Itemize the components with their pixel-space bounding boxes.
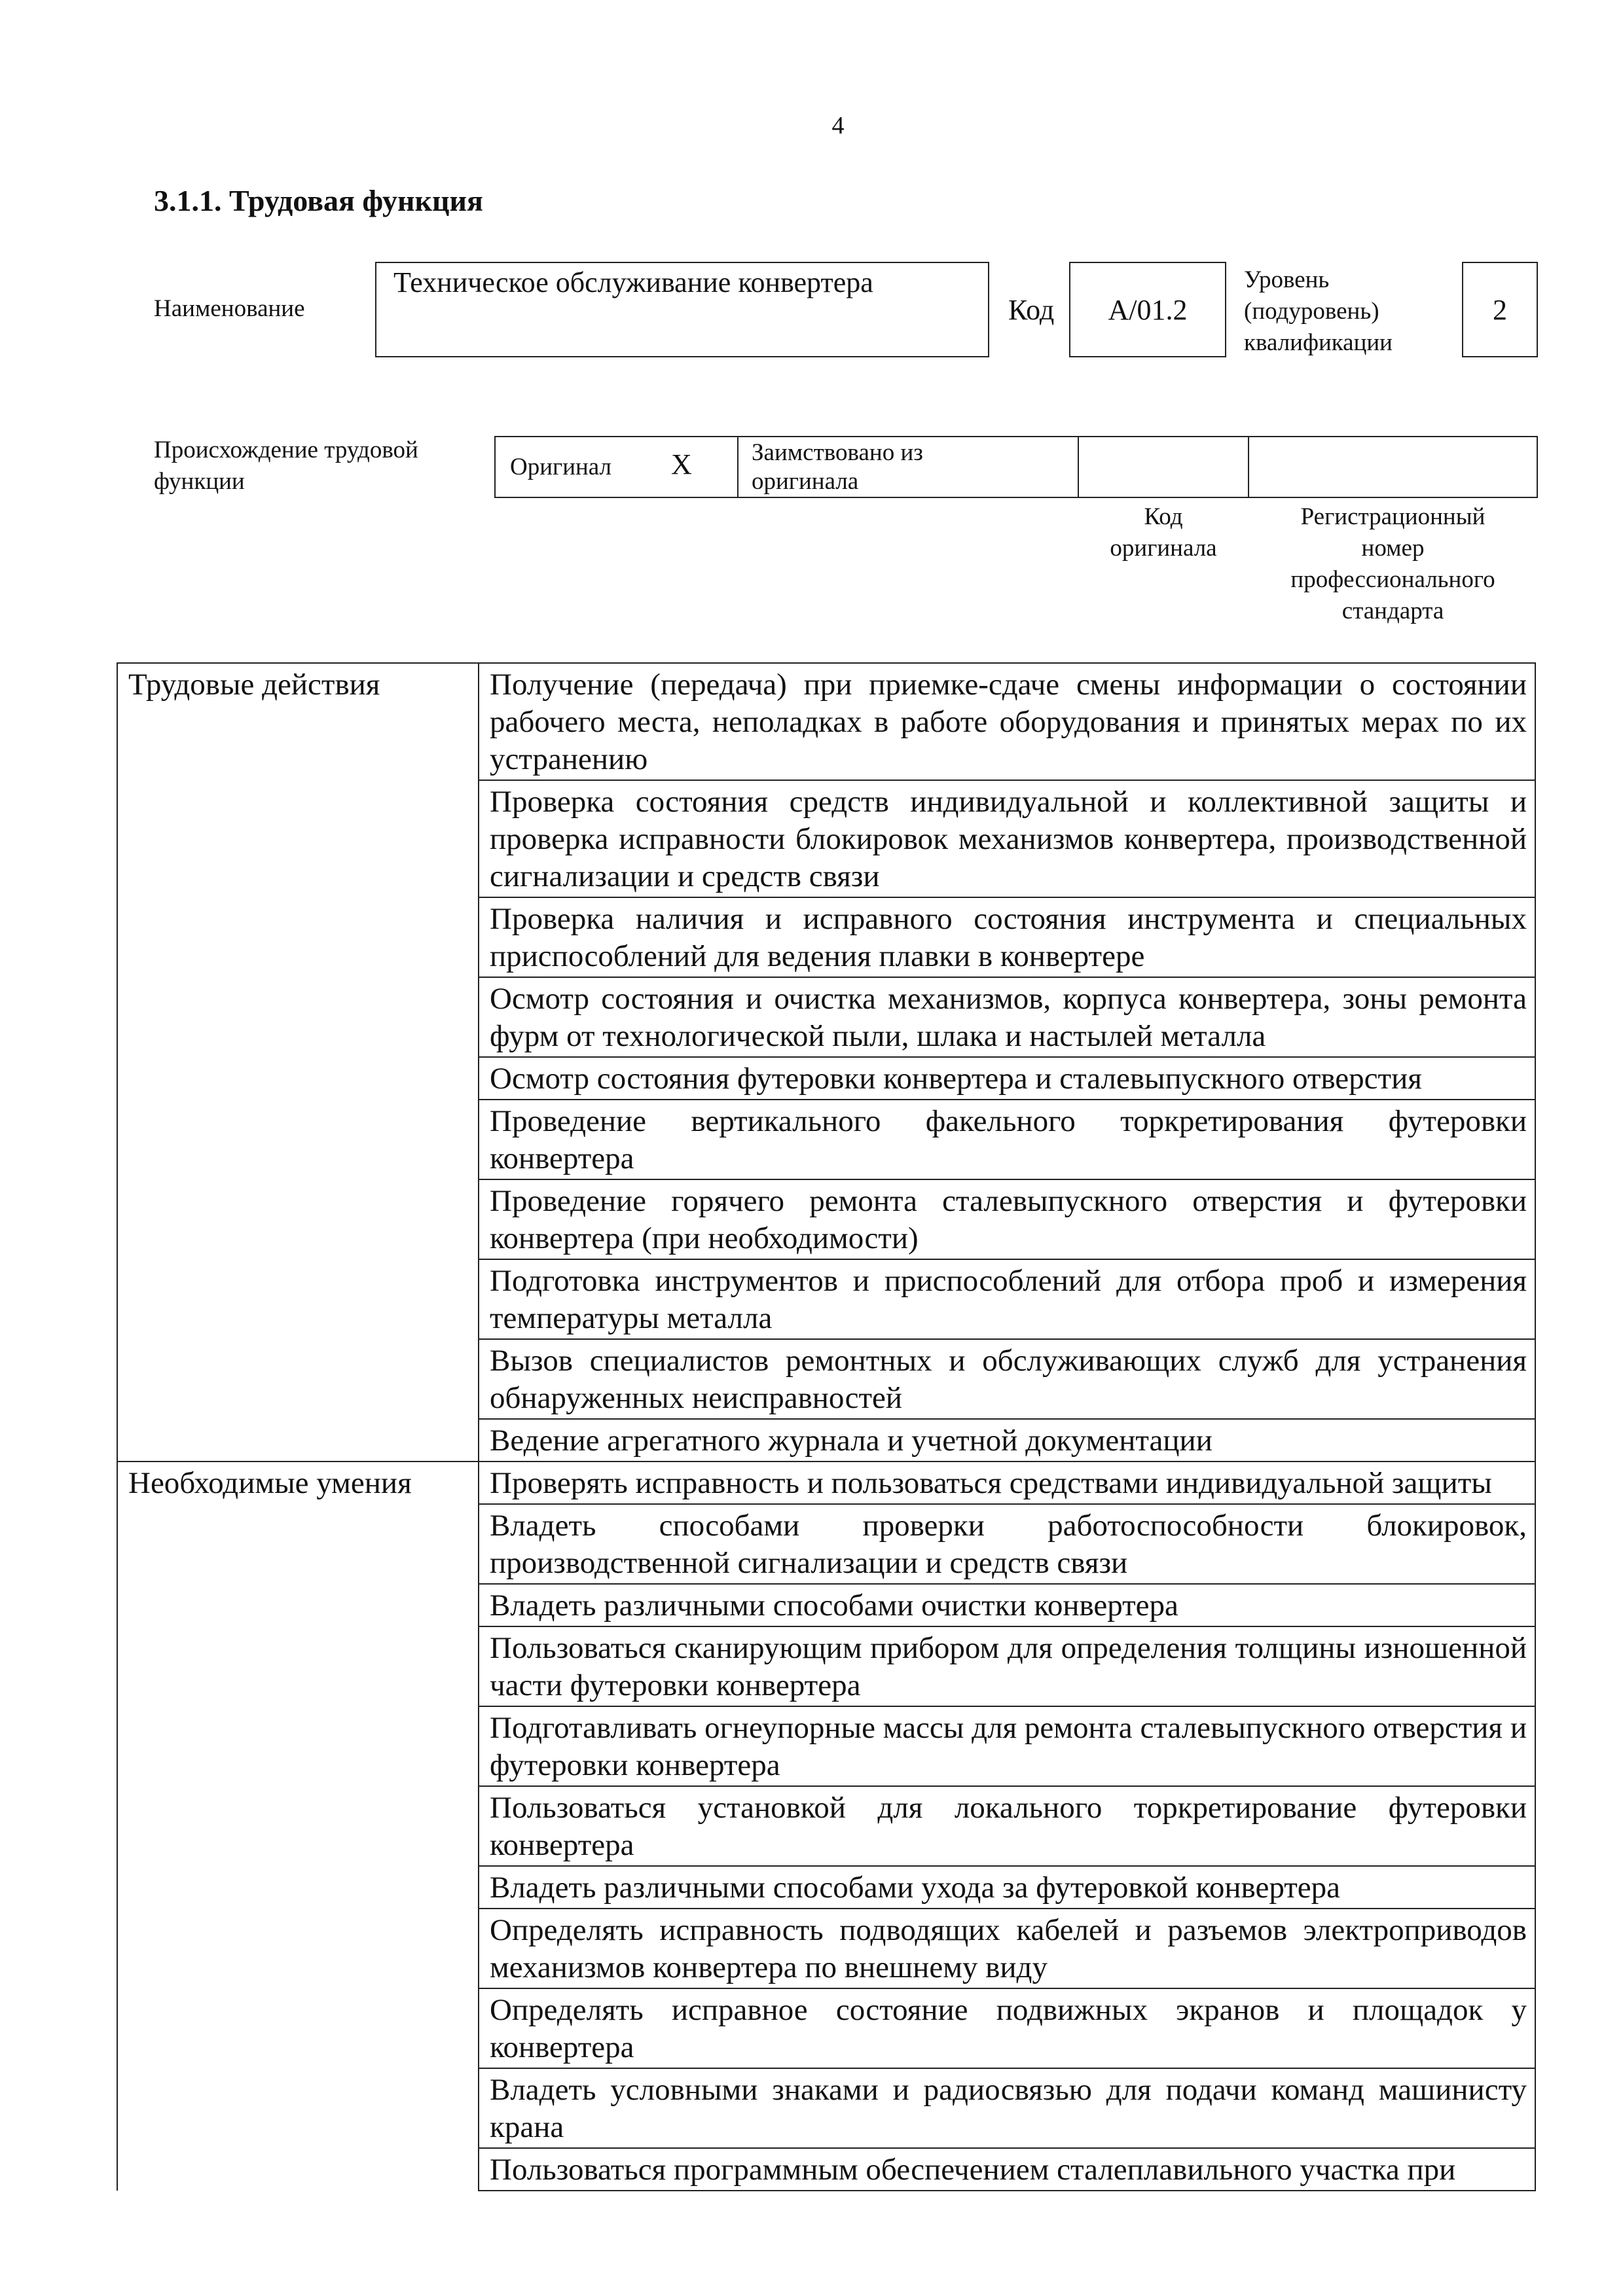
level-label-line-1: Уровень — [1244, 266, 1330, 293]
level-label-line-3: квалификации — [1244, 329, 1393, 356]
skill-item: Пользоваться установкой для локального торкретирование футеровки конвертера — [479, 1786, 1535, 1866]
code-value: A/01.2 — [1108, 294, 1188, 326]
skills-label: Необходимые умения — [117, 1462, 479, 2191]
skill-item: Подготавливать огнеупорные массы для ремонта сталевыпускного отверстия и футеровки конвертера — [479, 1706, 1535, 1786]
section-title: 3.1.1. Трудовая функция — [154, 184, 483, 217]
skill-item: Пользоваться сканирующим прибором для определения толщины изношенной части футеровки конвертера — [479, 1626, 1535, 1706]
skill-item: Владеть условными знаками и радиосвязью для подачи команд машинисту крана — [479, 2068, 1535, 2148]
registration-number-caption — [1248, 501, 1538, 627]
table-row — [117, 663, 1535, 780]
action-item: Осмотр состояния и очистка механизмов, корпуса конвертера, зоны ремонта фурм от технологической пыли, шлака и настылей металла — [479, 977, 1535, 1057]
registration-number-box — [1248, 436, 1538, 498]
action-item: Получение (передача) при приемке-сдаче смены информации о состоянии рабочего места, неполадках в работе оборудования и принятых мерах по их устранению — [479, 663, 1535, 780]
action-item: Вызов специалистов ремонтных и обслуживающих служб для устранения обнаруженных неисправностей — [479, 1339, 1535, 1419]
action-item: Проведение вертикального факельного торкретирования футеровки конвертера — [479, 1100, 1535, 1179]
level-value: 2 — [1493, 294, 1507, 326]
original-mark: X — [671, 448, 692, 480]
name-value: Техническое обслуживание конвертера — [393, 266, 873, 298]
registration-caption-line-3: профессионального — [1290, 566, 1495, 593]
labor-function-table — [117, 662, 1536, 2191]
skill-item: Владеть различными способами ухода за футеровкой конвертера — [479, 1866, 1535, 1909]
borrowed-label — [739, 439, 1078, 496]
action-item: Осмотр состояния футеровки конвертера и сталевыпускного отверстия — [479, 1057, 1535, 1100]
origin-label — [154, 435, 418, 497]
original-label: Оригинал — [510, 454, 612, 480]
code-label: Код — [1008, 294, 1055, 326]
skill-item: Владеть способами проверки работоспособности блокировок, производственной сигнализации и средств связи — [479, 1504, 1535, 1584]
borrowed-label-line-2: оригинала — [752, 468, 859, 495]
skill-item: Определять исправность подводящих кабелей и разъемов электроприводов механизмов конвертера по внешнему виду — [479, 1909, 1535, 1988]
page-number: 4 — [831, 112, 845, 139]
original-code-caption-line-1: Код — [1144, 503, 1183, 530]
origin-label-line-1: Происхождение трудовой — [154, 437, 418, 463]
actions-label: Трудовые действия — [117, 663, 479, 1462]
borrowed-box — [737, 436, 1079, 498]
action-item: Проверка состояния средств индивидуальной и коллективной защиты и проверка исправности блокировок механизмов конвертера, производственной сигнализации и средств связи — [479, 780, 1535, 897]
original-code-box — [1078, 436, 1249, 498]
skill-item: Проверять исправность и пользоваться средствами индивидуальной защиты — [479, 1462, 1535, 1504]
name-label: Наименование — [154, 295, 305, 322]
original-box — [494, 436, 739, 498]
code-box — [1069, 262, 1226, 357]
table-row — [117, 1462, 1535, 1504]
skill-item: Пользоваться программным обеспечением сталеплавильного участка при — [479, 2148, 1535, 2191]
action-item: Проверка наличия и исправного состояния инструмента и специальных приспособлений для ведения плавки в конвертере — [479, 897, 1535, 977]
action-item: Подготовка инструментов и приспособлений для отбора проб и измерения температуры металла — [479, 1259, 1535, 1339]
original-code-caption-line-2: оригинала — [1110, 535, 1217, 562]
level-label — [1244, 264, 1393, 359]
action-item: Проведение горячего ремонта сталевыпускного отверстия и футеровки конвертера (при необходимости) — [479, 1179, 1535, 1259]
origin-label-line-2: функции — [154, 468, 245, 495]
registration-caption-line-4: стандарта — [1341, 598, 1444, 624]
skill-item: Определять исправное состояние подвижных экранов и площадок у конвертера — [479, 1988, 1535, 2068]
name-box — [375, 262, 989, 357]
original-code-caption — [1078, 501, 1249, 564]
skill-item: Владеть различными способами очистки конвертера — [479, 1584, 1535, 1626]
level-label-line-2: (подуровень) — [1244, 298, 1379, 325]
action-item: Ведение агрегатного журнала и учетной документации — [479, 1419, 1535, 1462]
registration-caption-line-1: Регистрационный — [1300, 503, 1486, 530]
borrowed-label-line-1: Заимствовано из — [752, 439, 923, 466]
registration-caption-line-2: номер — [1361, 535, 1425, 562]
level-box — [1462, 262, 1538, 357]
